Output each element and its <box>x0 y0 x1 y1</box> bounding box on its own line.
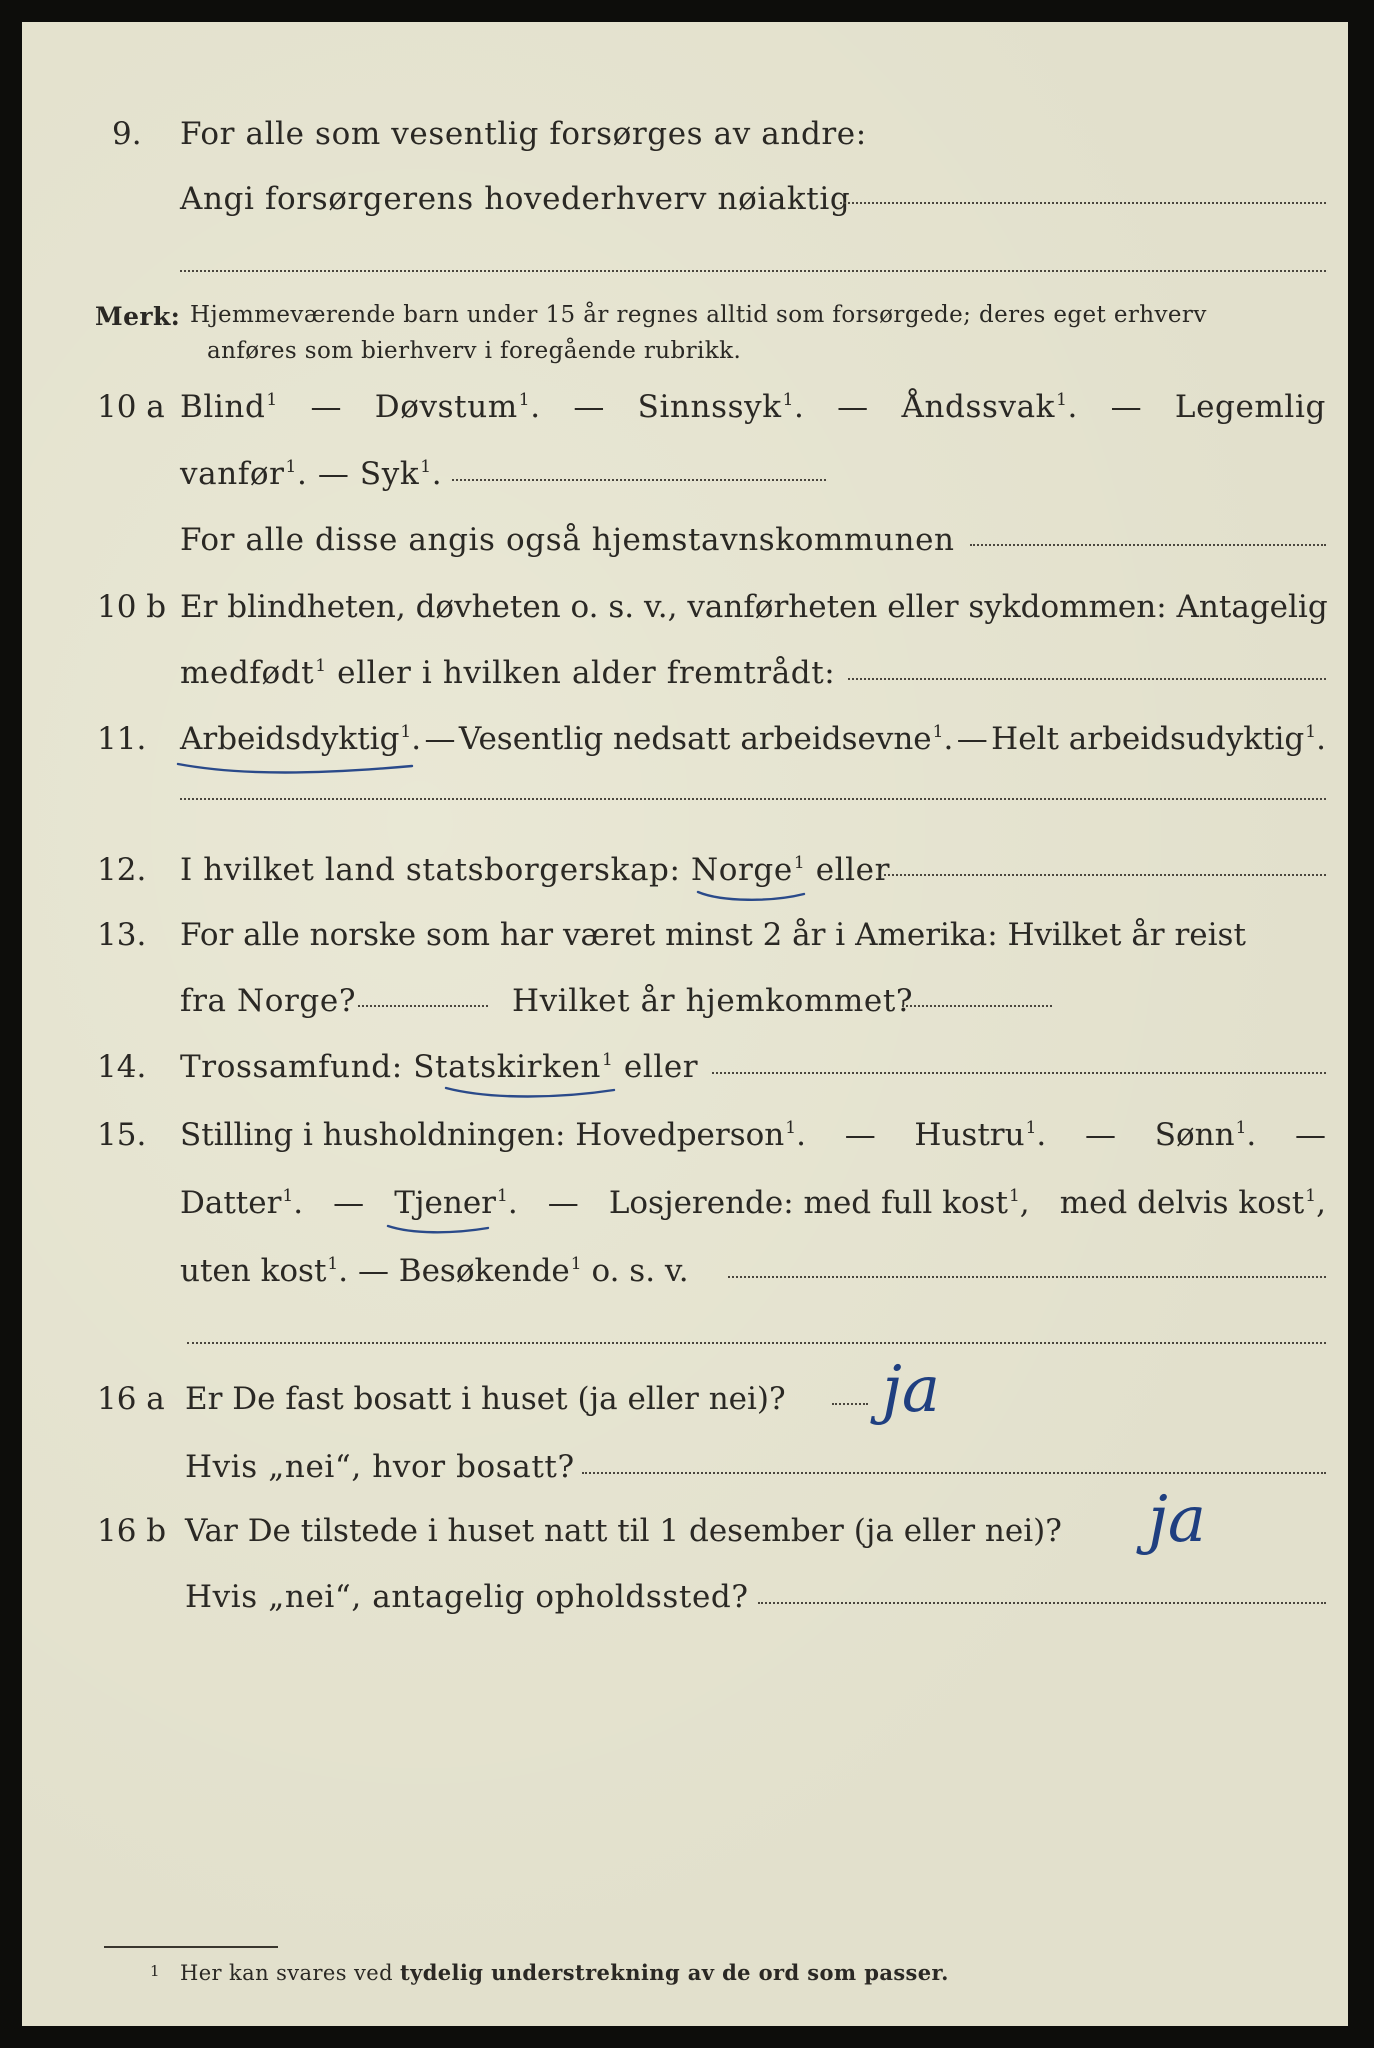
q13-part1: fra Norge? <box>180 983 357 1019</box>
opt-legemlig[interactable]: Legemlig <box>1174 389 1326 425</box>
footnote-ref: 1 <box>420 457 432 477</box>
q16b-line2: Hvis „nei“, antagelig opholdssted? <box>185 1579 749 1615</box>
opt-delvis-kost[interactable]: med delvis kost <box>1059 1185 1305 1221</box>
q10a-line3: For alle disse angis også hjemstavnskommunen <box>180 522 955 558</box>
q14-eller: eller <box>623 1049 699 1085</box>
opt-medfodt[interactable]: medfødt <box>180 655 315 691</box>
q10a-line2: vanfør$^1$. — Syk$^1$. <box>180 456 443 492</box>
q10a-number: 10 a <box>97 389 165 425</box>
footnote-ref: 1 <box>785 1118 797 1138</box>
q9-line1: For alle som vesentlig forsørges av andre: <box>180 116 867 152</box>
footnote-marker: 1 <box>150 1962 160 1980</box>
opt-besokende[interactable]: Besøkende <box>398 1253 570 1289</box>
footnote-ref: 1 <box>518 390 531 410</box>
opt-blind[interactable]: Blind <box>180 389 266 425</box>
q16b-number: 16 b <box>97 1513 167 1549</box>
footnote-ref: 1 <box>327 1254 339 1274</box>
q13-part2: Hvilket år hjemkommet? <box>512 983 914 1019</box>
footnote-ref: 1 <box>315 656 327 676</box>
opt-andssvak[interactable]: Åndssvak <box>901 389 1056 425</box>
q9-line2: Angi forsørgerens hovederhverv nøiaktig <box>180 181 851 217</box>
underline-tjener <box>388 1226 488 1232</box>
opt-syk[interactable]: Syk <box>359 456 420 492</box>
opt-vesentlig-nedsatt[interactable]: Vesentlig nedsatt arbeidsevne <box>458 721 932 757</box>
footnote-ref: 1 <box>285 457 297 477</box>
q12-eller: eller <box>815 852 891 888</box>
footnote-ref: 1 <box>497 1186 508 1206</box>
q13-number: 13. <box>97 917 147 953</box>
q15-line2: Datter$^1$. — Tjener$^1$. — Losjerende: med full kost$^1$, med delvis kost$^1$, <box>180 1185 1326 1221</box>
q16b-line1: Var De tilstede i huset natt til 1 desember (ja eller nei)? <box>185 1513 1062 1549</box>
footnote-ref: 1 <box>266 390 278 410</box>
census-form-page <box>22 22 1348 2026</box>
handwritten-underlines <box>22 22 1348 2026</box>
opt-tjener[interactable]: Tjener <box>394 1185 496 1221</box>
separator-dash: — <box>424 721 456 757</box>
q10b-number: 10 b <box>97 589 167 625</box>
q13-line1: For alle norske som har været minst 2 år i Amerika: Hvilket år reist <box>180 917 1246 953</box>
footnote-text-a: Her kan svares ved <box>180 1961 393 1985</box>
q15-number: 15. <box>97 1117 147 1153</box>
q9-number: 9. <box>112 116 142 152</box>
q16a-number: 16 a <box>97 1381 165 1417</box>
q16b-handwritten-answer: ja <box>1148 1483 1206 1557</box>
opt-dovstum[interactable]: Døvstum <box>374 389 518 425</box>
opt-helt-udyktig[interactable]: Helt arbeidsudyktig <box>991 721 1305 757</box>
q12-number: 12. <box>97 852 147 888</box>
merk-label: Merk: <box>95 302 181 331</box>
footnote-ref: 1 <box>1025 1118 1037 1138</box>
q15-osv: o. s. v. <box>591 1253 689 1289</box>
q15-line1: Stilling i husholdningen: Hovedperson$^1$. — Hustru$^1$. — Sønn$^1$. — <box>180 1117 1326 1153</box>
footnote-ref: 1 <box>932 722 944 742</box>
footnote-ref: 1 <box>1056 390 1068 410</box>
q16a-handwritten-answer: ja <box>882 1353 940 1427</box>
opt-hustru[interactable]: Hustru <box>914 1117 1025 1153</box>
footnote-ref: 1 <box>1235 1118 1247 1138</box>
opt-arbeidsdyktig[interactable]: Arbeidsdyktig <box>180 721 400 757</box>
q11-number: 11. <box>97 721 147 757</box>
opt-sonn[interactable]: Sønn <box>1154 1117 1235 1153</box>
q14-number: 14. <box>97 1049 147 1085</box>
q15-line3: uten kost$^1$. — Besøkende$^1$ o. s. v. <box>180 1253 689 1289</box>
footnote-ref: 1 <box>793 853 806 873</box>
merk-line1: Hjemmeværende barn under 15 år regnes alltid som forsørgede; deres eget erhverv <box>190 302 1207 328</box>
opt-datter[interactable]: Datter <box>180 1185 282 1221</box>
opt-losjerende-full-kost[interactable]: Losjerende: med full kost <box>608 1185 1008 1221</box>
footnote-ref: 1 <box>400 722 412 742</box>
underline-arbeidsdyktig <box>178 764 412 773</box>
opt-norge[interactable]: Norge <box>691 852 793 888</box>
q16a-line1: Er De fast bosatt i huset (ja eller nei)? <box>185 1381 786 1417</box>
underline-statskirken <box>446 1088 614 1097</box>
q10b-line1: Er blindheten, døvheten o. s. v., vanførheten eller sykdommen: Antagelig <box>180 589 1328 625</box>
footnote-ref: 1 <box>1305 1186 1317 1206</box>
footnote-ref: 1 <box>282 1186 294 1206</box>
q14-text: Trossamfund: <box>180 1049 403 1085</box>
q12-text: I hvilket land statsborgerskap: <box>180 852 681 888</box>
separator-dash: — <box>956 721 988 757</box>
merk-line2: anføres som bierhverv i foregående rubrikk. <box>207 338 742 364</box>
q10a-line1: Blind$^1$ — Døvstum$^1$. — Sinnssyk$^1$. — Åndssvak$^1$. — Legemlig <box>180 389 1326 425</box>
q11-options: Arbeidsdyktig$^1$. — Vesentlig nedsatt arbeidsevne$^1$. — Helt arbeidsudyktig$^1$. <box>180 721 1326 757</box>
opt-hovedperson[interactable]: Stilling i husholdningen: Hovedperson <box>180 1117 785 1153</box>
opt-statskirken[interactable]: Statskirken <box>413 1049 601 1085</box>
footnote-ref: 1 <box>570 1254 582 1274</box>
footnote-ref: 1 <box>601 1050 614 1070</box>
footnote-ref: 1 <box>1008 1186 1020 1206</box>
footnote-ref: 1 <box>1305 722 1317 742</box>
opt-sinnssyk[interactable]: Sinnssyk <box>637 389 782 425</box>
footnote-ref: 1 <box>782 390 795 410</box>
opt-vanfor[interactable]: vanfør <box>180 456 285 492</box>
underline-norge <box>698 892 804 900</box>
opt-uten-kost[interactable]: uten kost <box>180 1253 327 1289</box>
q16a-line2: Hvis „nei“, hvor bosatt? <box>185 1449 575 1485</box>
q10b-line2-rest: eller i hvilken alder fremtrådt: <box>337 655 836 691</box>
footnote-text-b: tydelig understrekning av de ord som passer. <box>400 1960 949 1985</box>
